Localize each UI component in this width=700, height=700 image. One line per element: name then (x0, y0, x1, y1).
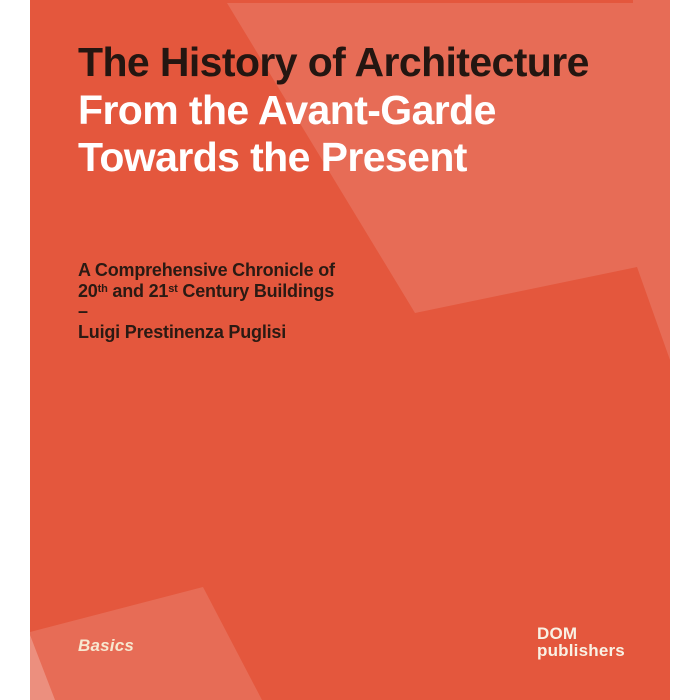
publisher-name-line-1: DOM (537, 624, 578, 643)
author-name: Luigi Prestinenza Puglisi (78, 321, 287, 342)
cover-title: The History of Architecture (78, 39, 589, 85)
tagline-dash: – (78, 301, 88, 321)
tagline-line-2 (78, 281, 335, 302)
cover-subtitle-line-1: From the Avant-Garde (78, 86, 496, 133)
tagline-superscript-th: th (97, 282, 108, 295)
tagline-block (78, 260, 335, 342)
tagline-superscript-st: st (168, 282, 178, 295)
cover-subtitle-line-2: Towards the Present (78, 134, 467, 180)
series-label: Basics (78, 636, 135, 655)
publisher-name-line-2: publishers (537, 641, 625, 660)
cover-panel (30, 0, 670, 700)
title-block (78, 39, 589, 182)
tagline-line-2-text: and 21 (107, 280, 169, 301)
tagline-line-2-text: Century Buildings (177, 280, 335, 301)
tagline-line-1: A Comprehensive Chronicle of (78, 260, 335, 280)
publisher-logo (537, 625, 625, 659)
tagline-line-2-text: 20 (78, 280, 98, 301)
